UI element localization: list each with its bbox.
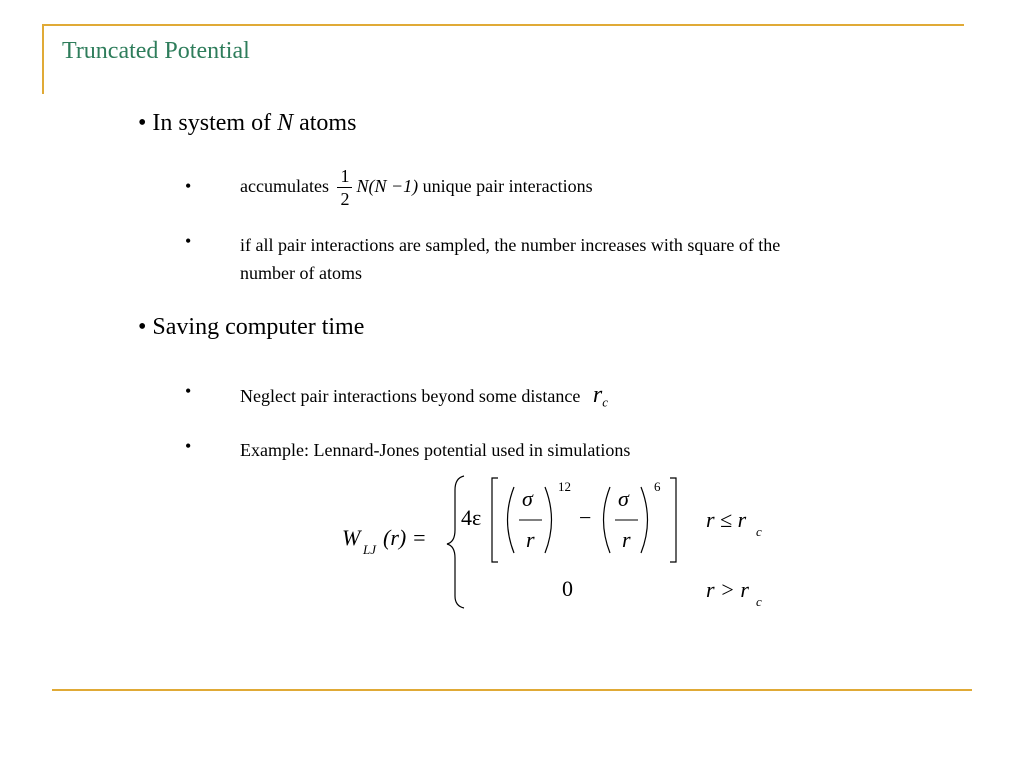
accumulates-text: accumulates bbox=[240, 176, 329, 196]
bullet-glyph: • bbox=[138, 314, 147, 340]
bullet-glyph: • bbox=[185, 176, 192, 196]
curly-brace bbox=[447, 476, 464, 608]
lhs-w: W bbox=[342, 525, 361, 550]
zero-value: 0 bbox=[562, 576, 573, 601]
fraction-numerator: 1 bbox=[340, 166, 350, 187]
bullet-glyph: • bbox=[185, 231, 192, 251]
left-paren-2 bbox=[604, 487, 611, 553]
bullet-glyph: • bbox=[138, 110, 147, 136]
var-rc: r bbox=[592, 382, 603, 408]
bullet-glyph: • bbox=[185, 436, 192, 456]
sigma-2: σ bbox=[618, 486, 629, 511]
example-text: Example: Lennard-Jones potential used in simulations bbox=[240, 440, 631, 460]
condition-2: r > r bbox=[706, 577, 749, 602]
slide-title: Truncated Potential bbox=[62, 38, 250, 64]
condition-2-subscript: c bbox=[756, 594, 762, 609]
var-rc-sub: c bbox=[602, 394, 609, 410]
bullet-text: Saving computer time bbox=[152, 314, 365, 340]
sigma-1: σ bbox=[522, 486, 533, 511]
unique-pairs-text: unique pair interactions bbox=[422, 176, 593, 196]
condition-1-subscript: c bbox=[756, 524, 762, 539]
sampling-line-2: number of atoms bbox=[240, 263, 362, 283]
r-denominator-2: r bbox=[622, 527, 631, 552]
pair-count-expr: N(N −1) bbox=[356, 176, 419, 196]
left-square-bracket bbox=[492, 478, 498, 562]
neglect-text: Neglect pair interactions beyond some distance bbox=[240, 386, 581, 406]
sampling-line-1: if all pair interactions are sampled, the number increases with square of the bbox=[240, 235, 781, 255]
exponent-12: 12 bbox=[558, 479, 571, 494]
lhs-subscript: LJ bbox=[363, 542, 376, 557]
bullet-text: In system of bbox=[152, 110, 272, 136]
right-square-bracket bbox=[670, 478, 676, 562]
r-denominator-1: r bbox=[526, 527, 535, 552]
exponent-6: 6 bbox=[654, 479, 661, 494]
condition-1: r ≤ r bbox=[706, 507, 747, 532]
right-paren-1 bbox=[545, 487, 552, 553]
left-paren-1 bbox=[508, 487, 515, 553]
lhs-argument: (r) = bbox=[383, 525, 427, 550]
coefficient-4-epsilon: 4ε bbox=[461, 505, 482, 530]
bullet-glyph: • bbox=[185, 381, 192, 401]
right-paren-2 bbox=[641, 487, 648, 553]
bullet-text-suffix: atoms bbox=[299, 110, 357, 136]
fraction-denominator: 2 bbox=[337, 187, 352, 210]
var-n: N bbox=[277, 110, 294, 136]
minus-sign: − bbox=[579, 505, 592, 530]
